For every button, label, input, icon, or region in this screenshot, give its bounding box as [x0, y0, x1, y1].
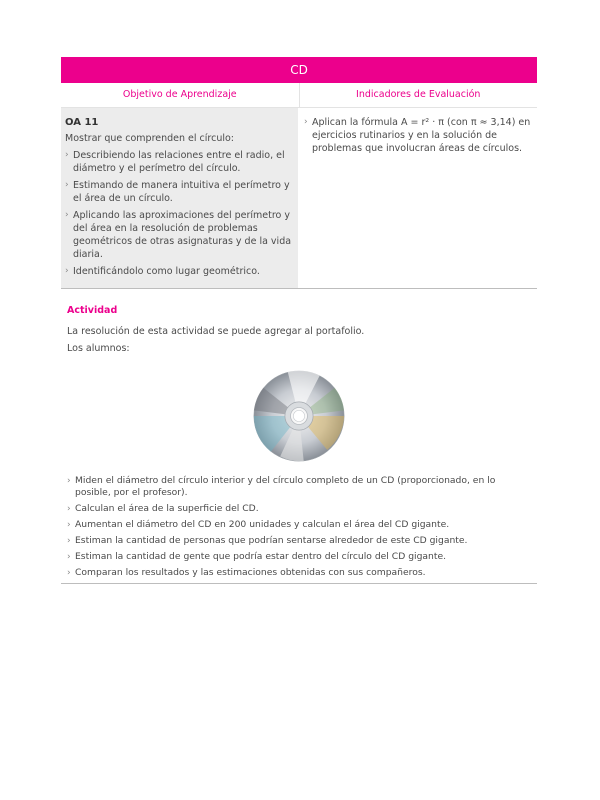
bullet-icon: ›	[67, 504, 71, 514]
activity-section	[61, 289, 537, 579]
bullet-icon: ›	[65, 210, 69, 220]
bullet-icon: ›	[67, 520, 71, 530]
activity-title: Actividad	[67, 305, 118, 316]
step-item: › Comparan los resultados y las estimaciones obtenidas con sus compañeros.	[67, 567, 426, 578]
bullet-icon: ›	[67, 536, 71, 546]
bullet-icon: ›	[67, 476, 71, 486]
activity-intro: La resolución de esta actividad se puede agregar al portafolio.	[67, 326, 365, 337]
oa-code: OA 11	[65, 117, 99, 128]
oa-item: › Aplicando las aproximaciones del perímetro y del área en la resolución de problemas geométricos de otras asignaturas y de la vida diaria.	[65, 210, 292, 260]
table-header-row	[61, 83, 537, 108]
step-item: › Estiman la cantidad de personas que podrían sentarse alrededor de este CD gigante.	[67, 535, 468, 546]
indicator-item: › Aplican la fórmula A = r² · π (con π ≈ 3,14) en ejercicios rutinarios y en la solución de problemas que involucran áreas de círculos.	[304, 117, 531, 154]
oa-item: › Estimando de manera intuitiva el perímetro y el área de un círculo.	[65, 180, 290, 204]
activity-page	[61, 57, 537, 584]
indicadores-cell	[298, 108, 537, 288]
oa-item: › Identificándolo como lugar geométrico.	[65, 266, 260, 277]
header-indicadores: Indicadores de Evaluación	[356, 89, 481, 100]
header-objetivo: Objetivo de Aprendizaje	[61, 83, 300, 107]
cd-disc-icon	[252, 369, 346, 463]
bullet-icon: ›	[67, 568, 71, 578]
bullet-icon: ›	[67, 552, 71, 562]
step-item: › Calculan el área de la superficie del CD.	[67, 503, 259, 514]
bullet-icon: ›	[65, 180, 69, 190]
bullet-icon: ›	[65, 266, 69, 276]
activity-steps	[67, 475, 531, 579]
bullet-icon: ›	[304, 117, 308, 127]
oa-lead: Mostrar que comprenden el círculo:	[65, 133, 235, 144]
step-item: › Aumentan el diámetro del CD en 200 unidades y calculan el área del CD gigante.	[67, 519, 450, 530]
oa-item: › Describiendo las relaciones entre el radio, el diámetro y el perímetro del círculo.	[65, 150, 285, 174]
activity-students: Los alumnos:	[67, 343, 130, 354]
table-title: CD	[61, 57, 537, 83]
bullet-icon: ›	[65, 150, 69, 160]
table-body-row	[61, 108, 537, 289]
step-item: › Miden el diámetro del círculo interior y del círculo completo de un CD (proporcionado, en lo posible, por el profesor).	[67, 475, 496, 498]
bottom-divider	[61, 583, 537, 584]
objetivo-cell	[61, 108, 298, 288]
step-item: › Estiman la cantidad de gente que podría estar dentro del círculo del CD gigante.	[67, 551, 447, 562]
